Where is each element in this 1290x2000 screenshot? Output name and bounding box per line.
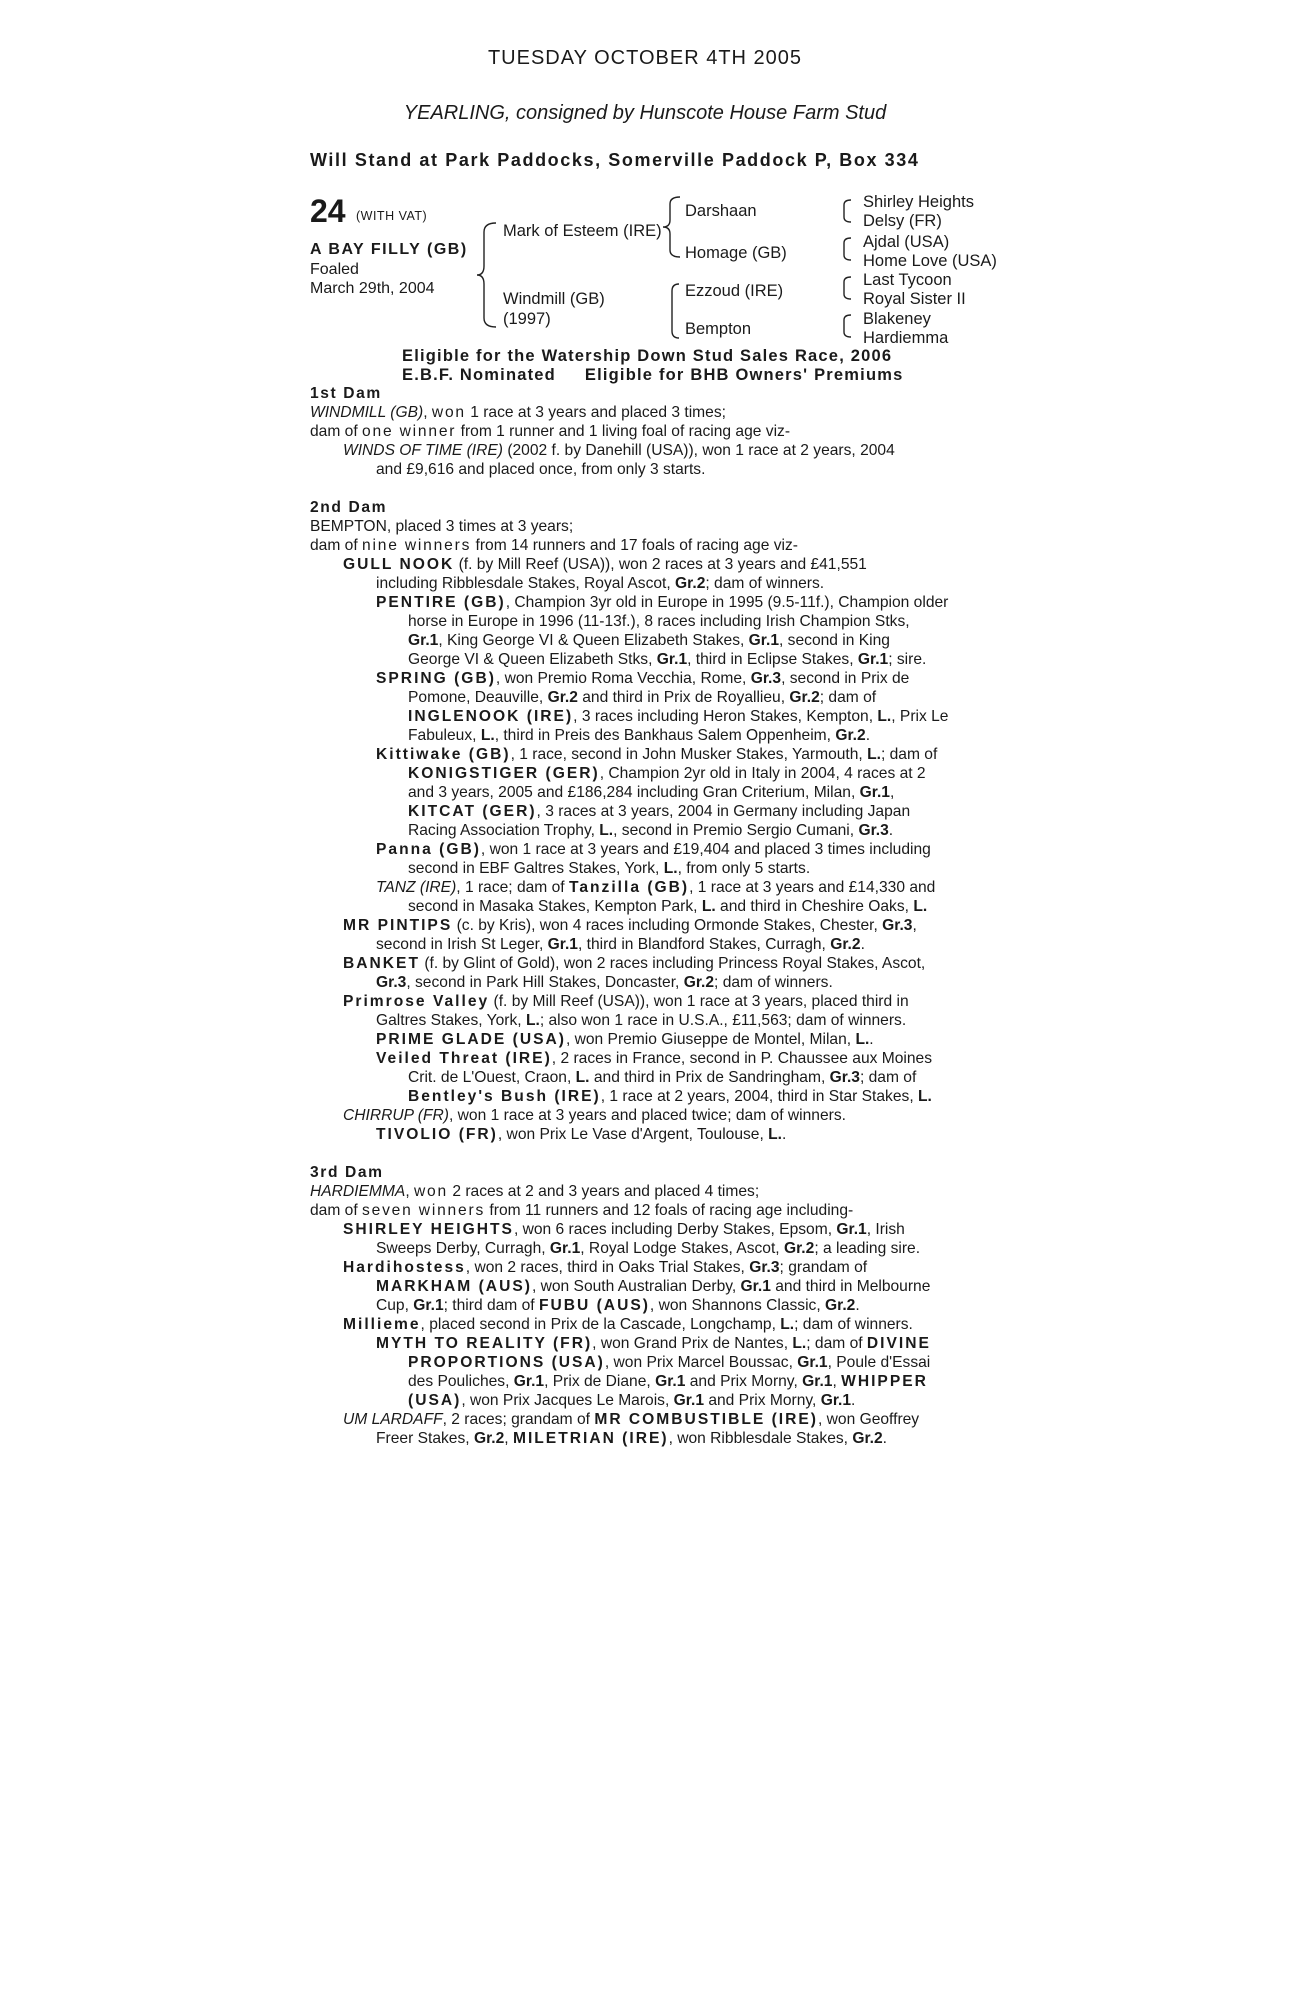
eligibility-line-2: E.B.F. Nominated Eligible for BHB Owners' Premiums [402, 366, 904, 384]
second-dam-line: BANKET (f. by Glint of Gold), won 2 races including Princess Royal Stakes, Ascot, [343, 955, 926, 972]
pedigree-brace-sire [662, 196, 682, 258]
sale-date: TUESDAY OCTOBER 4TH 2005 [487, 47, 803, 69]
pedigree-brace-1 [838, 199, 852, 223]
second-dam-line: CHIRRUP (FR), won 1 race at 3 years and placed twice; dam of winners. [343, 1107, 846, 1124]
second-dam-line: KONIGSTIGER (GER), Champion 2yr old in Italy in 2004, 4 races at 2 [408, 765, 926, 782]
third-dam-line: MARKHAM (AUS), won South Australian Derby, Gr.1 and third in Melbourne [376, 1278, 931, 1295]
pedigree-sire-dam: Homage (GB) [685, 244, 787, 262]
second-dam-line: GULL NOOK (f. by Mill Reef (USA)), won 2 races at 3 years and £41,551 [343, 556, 867, 573]
second-dam-line: SPRING (GB), won Premio Roma Vecchia, Rome, Gr.3, second in Prix de [376, 670, 910, 687]
second-dam-line: Kittiwake (GB), 1 race, second in John Musker Stakes, Yarmouth, L.; dam of [376, 746, 938, 763]
second-dam-line: Bentley's Bush (IRE), 1 race at 2 years, 2004, third in Star Stakes, L. [408, 1088, 932, 1105]
pedigree-dam-year: (1997) [503, 310, 551, 328]
pedigree-gg-5: Last Tycoon [863, 271, 952, 289]
third-dam-line: MYTH TO REALITY (FR), won Grand Prix de Nantes, L.; dam of DIVINE [376, 1335, 931, 1352]
pedigree-gg-4: Home Love (USA) [863, 252, 997, 270]
second-dam-line: second in Masaka Stakes, Kempton Park, L. and third in Cheshire Oaks, L. [408, 898, 928, 915]
pedigree-dam: Windmill (GB) [503, 290, 605, 308]
foaled-label: Foaled [310, 261, 359, 278]
second-dam-line: MR PINTIPS (c. by Kris), won 4 races including Ormonde Stakes, Chester, Gr.3, [343, 917, 917, 934]
pedigree-gg-2: Delsy (FR) [863, 212, 942, 230]
lot-description: A BAY FILLY (GB) [310, 241, 468, 258]
pedigree-brace-4 [838, 314, 852, 338]
second-dam-line: horse in Europe in 1996 (11-13f.), 8 races including Irish Champion Stks, [408, 613, 910, 630]
pedigree-brace-dam [666, 283, 680, 339]
consignor-line: YEARLING, consigned by Hunscote House Farm Stud [403, 102, 887, 124]
third-dam-line: (USA), won Prix Jacques Le Marois, Gr.1 and Prix Morny, Gr.1. [408, 1392, 856, 1409]
second-dam-line: BEMPTON, placed 3 times at 3 years; [310, 518, 574, 535]
pedigree-notes [310, 384, 990, 1448]
second-dam-line: Panna (GB), won 1 race at 3 years and £19,404 and placed 3 times including [376, 841, 931, 858]
eligibility-line-1: Eligible for the Watership Down Stud Sales Race, 2006 [402, 347, 893, 365]
second-dam-line: TANZ (IRE), 1 race; dam of Tanzilla (GB), 1 race at 3 years and £14,330 and [376, 879, 936, 896]
third-dam-heading: 3rd Dam [310, 1164, 384, 1181]
pedigree-dam-dam: Bempton [685, 320, 752, 338]
pedigree-sire: Mark of Esteem (IRE) [503, 222, 662, 240]
third-dam-line: Milliemе, placed second in Prix de la Cascade, Longchamp, L.; dam of winners. [343, 1316, 913, 1333]
third-dam-line: SHIRLEY HEIGHTS, won 6 races including Derby Stakes, Epsom, Gr.1, Irish [343, 1221, 905, 1238]
second-dam-line: PRIME GLADE (USA), won Premio Giuseppe de Montel, Milan, L.. [376, 1031, 874, 1048]
second-dam-line: Gr.1, King George VI & Queen Elizabeth Stakes, Gr.1, second in King [408, 632, 890, 649]
second-dam-line: Primrose Valley (f. by Mill Reef (USA)), won 1 race at 3 years, placed third in [343, 993, 909, 1010]
second-dam-line: KITCAT (GER), 3 races at 3 years, 2004 in Germany including Japan [408, 803, 911, 820]
second-dam-line: Fabuleux, L., third in Preis des Bankhaus Salem Oppenheim, Gr.2. [408, 727, 871, 744]
first-dam-line: WINDMILL (GB), won 1 race at 3 years and placed 3 times; [310, 404, 726, 421]
pedigree-brace-main [476, 222, 498, 328]
third-dam-line: PROPORTIONS (USA), won Prix Marcel Boussac, Gr.1, Poule d'Essai [408, 1354, 931, 1371]
foaled-date: March 29th, 2004 [310, 280, 435, 297]
stabling-line: Will Stand at Park Paddocks, Somerville Paddock P, Box 334 [310, 150, 920, 170]
lot-number: 24 [310, 193, 346, 229]
third-dam-line: dam of seven winners from 11 runners and 12 foals of racing age including- [310, 1202, 854, 1219]
first-dam-line: and £9,616 and placed once, from only 3 starts. [376, 461, 706, 478]
second-dam-line: Veiled Threat (IRE), 2 races in France, second in P. Chaussee aux Moines [376, 1050, 933, 1067]
second-dam-line: second in EBF Galtres Stakes, York, L., from only 5 starts. [408, 860, 811, 877]
third-dam-line: Freer Stakes, Gr.2, MILETRIAN (IRE), won Ribblesdale Stakes, Gr.2. [376, 1430, 888, 1447]
second-dam-line: Gr.3, second in Park Hill Stakes, Doncaster, Gr.2; dam of winners. [376, 974, 833, 991]
second-dam-line: Pomone, Deauville, Gr.2 and third in Prix de Royallieu, Gr.2; dam of [408, 689, 877, 706]
second-dam-line: Racing Association Trophy, L., second in Premio Sergio Cumani, Gr.3. [408, 822, 894, 839]
pedigree-gg-6: Royal Sister II [863, 290, 966, 308]
second-dam-line: Galtres Stakes, York, L.; also won 1 race in U.S.A., £11,563; dam of winners. [376, 1012, 907, 1029]
pedigree-dam-sire: Ezzoud (IRE) [685, 282, 784, 300]
second-dam-line: Crit. de L'Ouest, Craon, L. and third in Prix de Sandringham, Gr.3; dam of [408, 1069, 917, 1086]
first-dam-line: WINDS OF TIME (IRE) (2002 f. by Danehill (USA)), won 1 race at 2 years, 2004 [343, 442, 895, 459]
third-dam-line: HARDIEMMA, won 2 races at 2 and 3 years and placed 4 times; [310, 1183, 760, 1200]
vat-note: (WITH VAT) [356, 209, 428, 223]
second-dam-line: dam of nine winners from 14 runners and 17 foals of racing age viz- [310, 537, 798, 554]
second-dam-line: PENTIRE (GB), Champion 3yr old in Europe in 1995 (9.5-11f.), Champion older [376, 594, 949, 611]
second-dam-line: TIVOLIO (FR), won Prix Le Vase d'Argent, Toulouse, L.. [376, 1126, 787, 1143]
second-dam-heading: 2nd Dam [310, 499, 388, 516]
pedigree-brace-3 [838, 276, 852, 300]
third-dam-line: Cup, Gr.1; third dam of FUBU (AUS), won Shannons Classic, Gr.2. [376, 1297, 860, 1314]
second-dam-line: and 3 years, 2005 and £186,284 including Gran Criterium, Milan, Gr.1, [408, 784, 895, 801]
second-dam-line: George VI & Queen Elizabeth Stks, Gr.1, third in Eclipse Stakes, Gr.1; sire. [408, 651, 927, 668]
third-dam-line: Sweeps Derby, Curragh, Gr.1, Royal Lodge Stakes, Ascot, Gr.2; a leading sire. [376, 1240, 921, 1257]
second-dam-line: second in Irish St Leger, Gr.1, third in Blandford Stakes, Curragh, Gr.2. [376, 936, 865, 953]
first-dam-line: dam of one winner from 1 runner and 1 living foal of racing age viz- [310, 423, 791, 440]
third-dam-line: des Pouliches, Gr.1, Prix de Diane, Gr.1 and Prix Morny, Gr.1, WHIPPER [408, 1373, 928, 1390]
pedigree-gg-8: Hardiemma [863, 329, 949, 347]
first-dam-heading: 1st Dam [310, 385, 382, 402]
third-dam-line: Hardihostess, won 2 races, third in Oaks Trial Stakes, Gr.3; grandam of [343, 1259, 868, 1276]
second-dam-line: INGLENOOK (IRE), 3 races including Heron Stakes, Kempton, L., Prix Le [408, 708, 949, 725]
pedigree-brace-2 [838, 237, 852, 261]
second-dam-line: including Ribblesdale Stakes, Royal Ascot, Gr.2; dam of winners. [376, 575, 825, 592]
pedigree-gg-7: Blakeney [863, 310, 931, 328]
third-dam-line: UM LARDAFF, 2 races; grandam of MR COMBUSTIBLE (IRE), won Geoffrey [343, 1411, 920, 1428]
pedigree-gg-3: Ajdal (USA) [863, 233, 950, 251]
pedigree-sire-sire: Darshaan [685, 202, 757, 220]
pedigree-gg-1: Shirley Heights [863, 193, 974, 211]
